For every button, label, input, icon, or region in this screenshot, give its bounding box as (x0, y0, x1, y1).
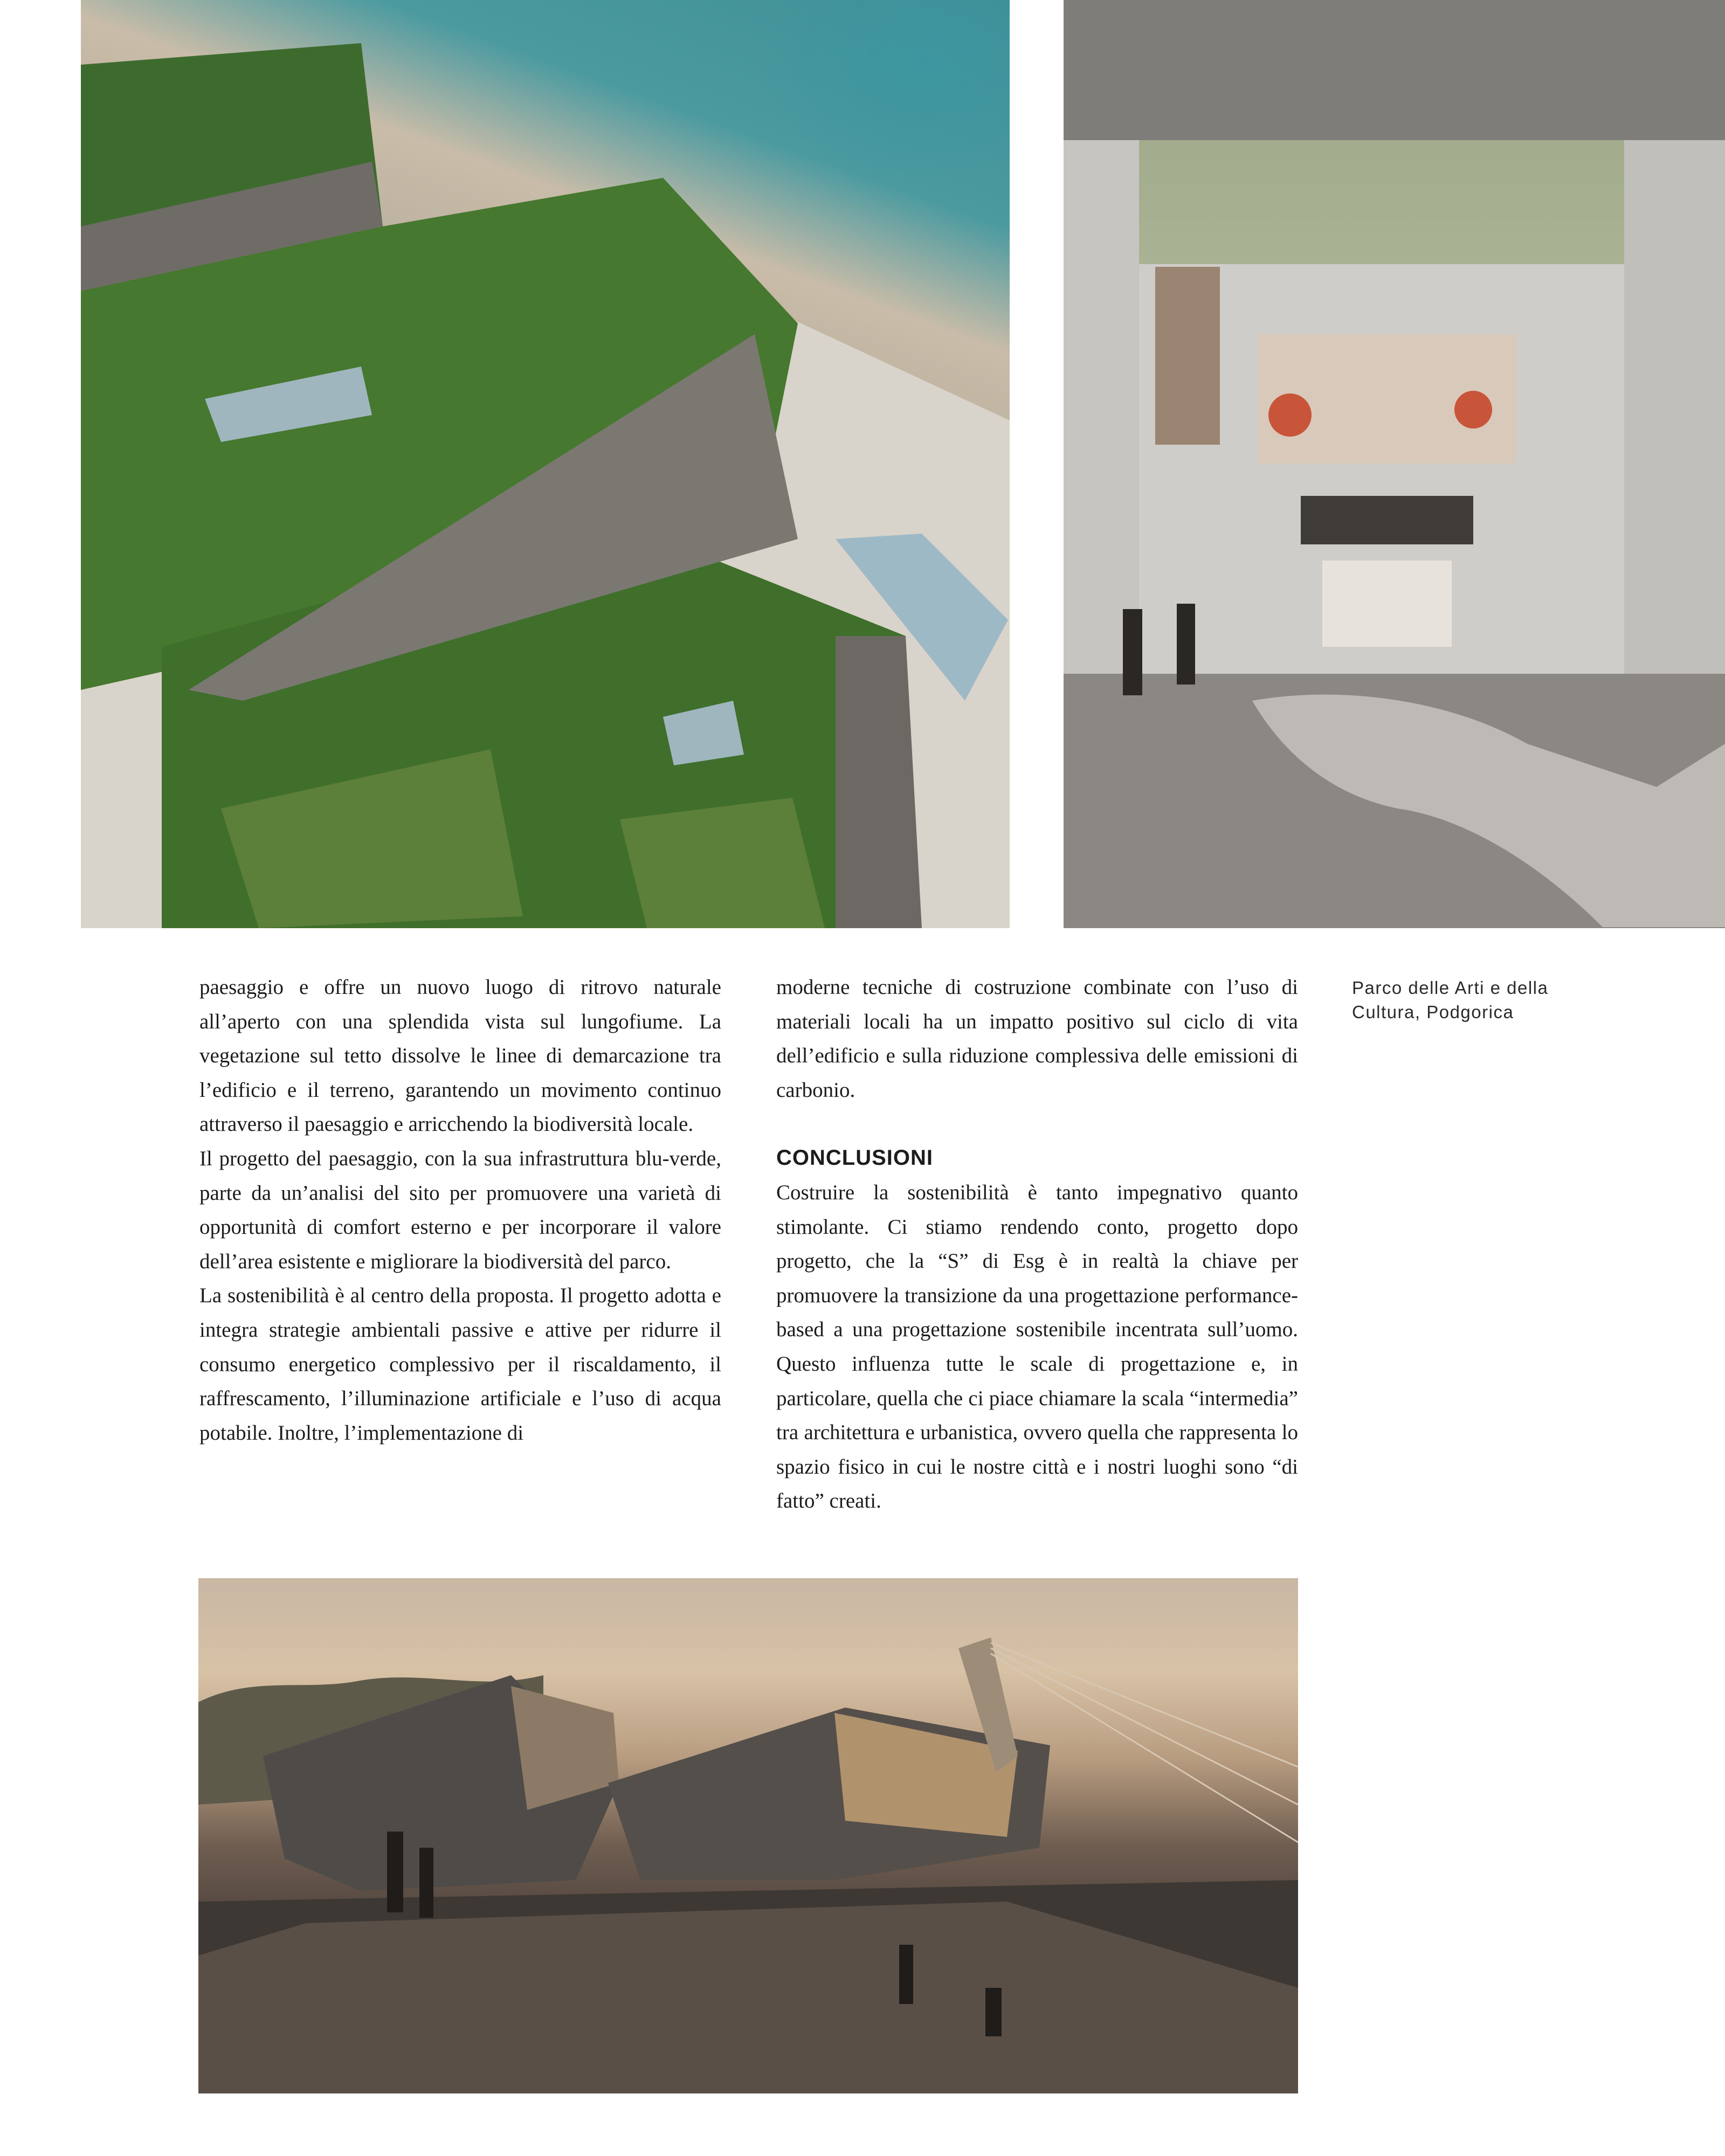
aerial-park-illustration (81, 0, 1010, 928)
paragraph: Il progetto del paesaggio, con la sua infrastruttura blu-verde, parte da un’analisi del sito per promuovere una varietà di opportunità di comfort esterno e per incorporare il valore dell’area esistente e migliorare la biodiversità del parco. (199, 1146, 721, 1273)
image-caption: Parco delle Arti e della Cultura, Podgorica (1352, 978, 1549, 1022)
atrium-illustration (1064, 0, 1725, 928)
paragraph: La sostenibilità è al centro della proposta. Il progetto adotta e integra strategie ambientali passive e attive per ridurre il consumo energetico complessivo per il riscaldamento, il raffrescamento, l’illuminazione artificiale e l’uso di acqua potabile. Inoltre, l’implementazione di (199, 1284, 721, 1445)
paragraph: Costruire la sostenibilità è tanto impegnativo quanto stimolante. Ci stiamo rendendo conto, progetto dopo progetto, che la “S” di Esg è in realtà la chiave per promuovere la transizione da una progettazione performance-based a una progettazione sostenibile incentrata sull’uomo. Questo influenza tutte le scale di progettazione e, in particolare, quella che ci piace chiamare la scala “intermedia” tra architettura e urbanistica, ovvero quella che rappresenta lo spazio fisico in cui le nostre città e i nostri luoghi sono “di fatto” creati. (776, 1180, 1298, 1513)
aerial-park-image (81, 0, 1010, 928)
body-text-right-column (776, 970, 1298, 1518)
paragraph: paesaggio e offre un nuovo luogo di ritrovo naturale all’aperto con una splendida vista sul lungofiume. La vegetazione sul tetto dissolve le linee di demarcazione tra l’edificio e il terreno, garantendo un movimento continuo attraverso il paesaggio e arricchendo la biodiversità locale. (199, 976, 721, 1136)
section-heading: CONCLUSIONI (776, 1146, 933, 1170)
sunset-illustration (198, 1578, 1298, 2093)
paragraph: moderne tecniche di costruzione combinate con l’uso di materiali locali ha un impatto positivo sul ciclo di vita dell’edificio e sulla riduzione complessiva delle emissioni di carbonio. (776, 976, 1298, 1102)
body-text-left-column (199, 970, 721, 1450)
museum-atrium-image (1064, 0, 1725, 928)
exterior-sunset-image (198, 1578, 1298, 2093)
